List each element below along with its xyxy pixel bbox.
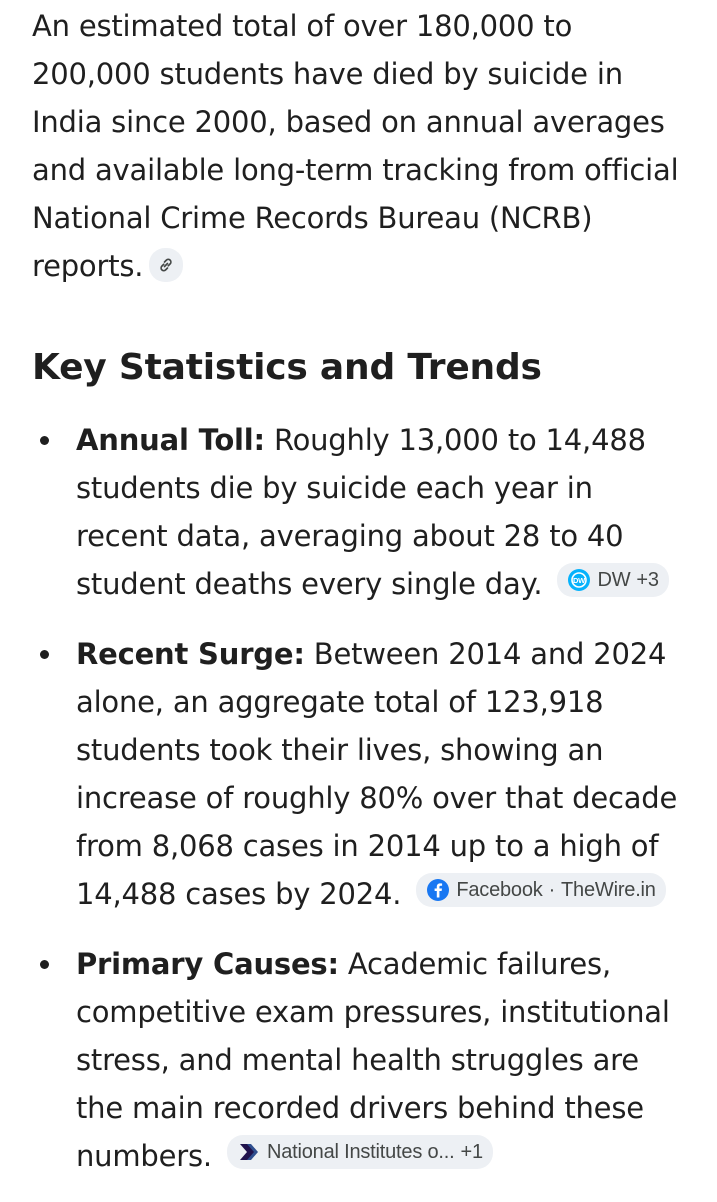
item-text: Between 2014 and 2024 alone, an aggregate total of 123,918 students took their lives, showing an increase of roughly 80% over that decade from 8,068 cases in 2014 up to a high of 14,488 cases by 2024. xyxy=(76,637,678,911)
source-extra: +3 xyxy=(636,569,659,591)
source-name: DW xyxy=(597,569,631,591)
source-chip-dw[interactable] xyxy=(557,563,668,597)
section-heading: Key Statistics and Trends xyxy=(32,347,542,388)
source-chip-nih[interactable] xyxy=(227,1135,493,1169)
intro-paragraph xyxy=(32,0,692,290)
list-item xyxy=(32,630,692,918)
item-text: Roughly 13,000 to 14,488 students die by suicide each year in recent data, averaging about 28 to 40 student deaths every single day. xyxy=(76,423,646,601)
bullet-dot xyxy=(40,436,49,445)
source-name: National Institutes o... xyxy=(266,1141,455,1163)
bullet-dot xyxy=(40,650,49,659)
item-label: Recent Surge: xyxy=(76,637,305,671)
source-extra: +1 xyxy=(460,1141,483,1163)
item-text: Academic failures, competitive exam pressures, institutional stress, and mental health struggles are the main recorded drivers behind these numbers. xyxy=(76,947,670,1173)
source-separator: · xyxy=(548,879,556,901)
dw-logo-icon xyxy=(567,568,591,592)
response-content xyxy=(32,0,692,1202)
bullet-dot xyxy=(40,960,49,969)
stats-list xyxy=(32,416,692,1180)
chevron-source-icon xyxy=(237,1140,261,1164)
item-label: Annual Toll: xyxy=(76,423,265,457)
svg-text:DW: DW xyxy=(573,576,586,585)
source-name: Facebook xyxy=(456,879,543,901)
list-item xyxy=(32,940,692,1180)
intro-text: An estimated total of over 180,000 to 200,000 students have died by suicide in India since 2000, based on annual averages and available long-term tracking from official National Crime Records Bureau (NCRB) reports. xyxy=(32,9,679,283)
source-link-chip[interactable] xyxy=(149,248,183,282)
link-icon xyxy=(157,256,175,274)
list-item xyxy=(32,416,692,608)
item-label: Primary Causes: xyxy=(76,947,339,981)
source-extra: TheWire.in xyxy=(561,879,656,901)
source-chip-facebook[interactable] xyxy=(416,873,665,907)
facebook-icon xyxy=(426,878,450,902)
